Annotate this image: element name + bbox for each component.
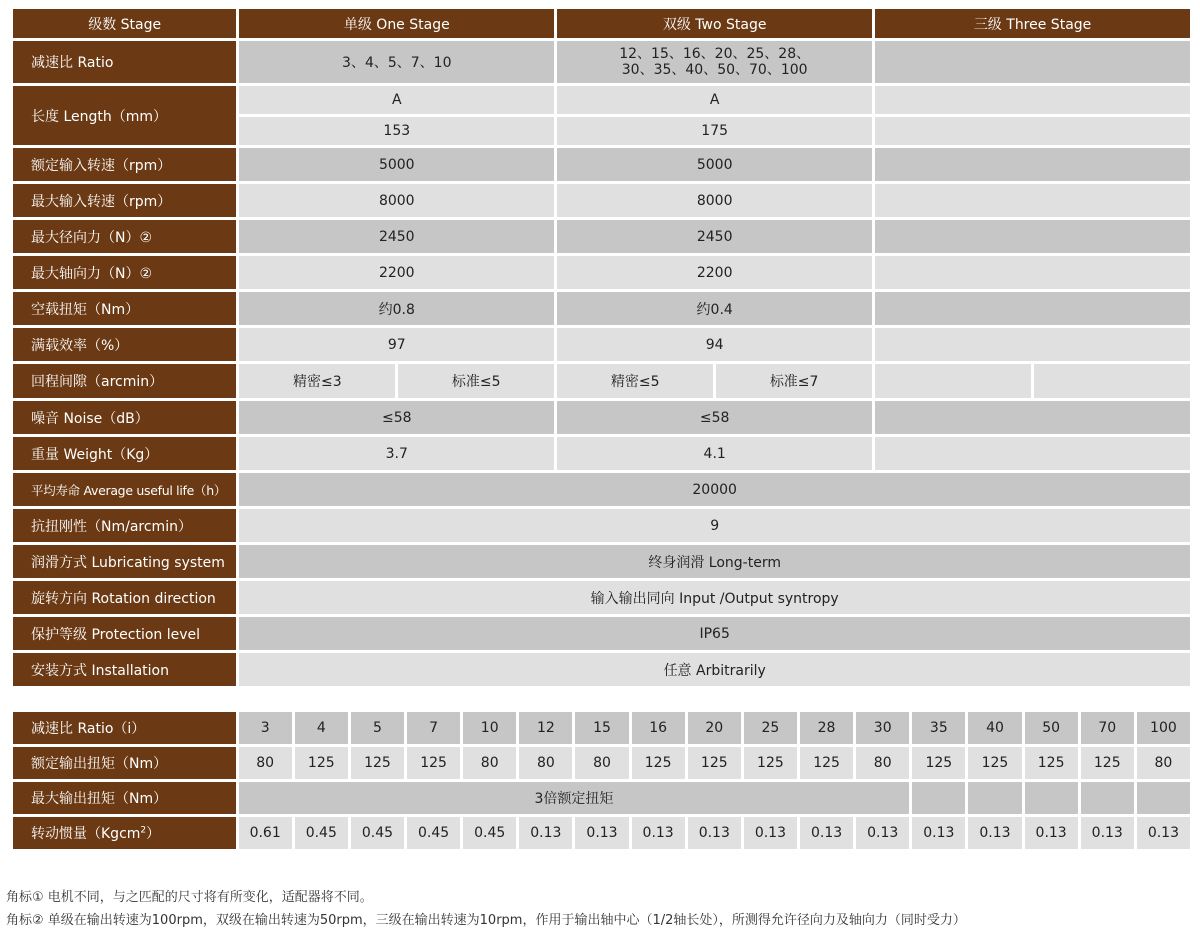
weight-row	[13, 437, 1190, 470]
rated-torque-row	[13, 747, 1190, 779]
ratio-value: 25	[744, 712, 797, 744]
stiffness-row	[13, 509, 1190, 542]
inertia-value: 0.13	[632, 817, 685, 849]
max-torque-empty	[912, 782, 965, 814]
header-row	[13, 9, 1190, 38]
installation-row	[13, 653, 1190, 686]
ratio-value: 10	[463, 712, 516, 744]
axial-force-two: 2200	[557, 256, 872, 289]
backlash-one-precision: 精密≤3	[239, 364, 395, 398]
spec-table	[10, 6, 1193, 689]
ratio-two-line1: 12、15、16、20、25、28、	[619, 46, 811, 62]
max-torque-value: 3倍额定扭矩	[239, 782, 910, 814]
backlash-three-precision	[875, 364, 1031, 398]
torque-value: 125	[407, 747, 460, 779]
inertia-label-sup: 2	[140, 825, 147, 836]
torque-value: 125	[351, 747, 404, 779]
max-speed-three	[875, 184, 1190, 217]
efficiency-three	[875, 328, 1190, 361]
max-speed-label: 最大输入转速（rpm）	[13, 184, 236, 217]
protection-value: IP65	[239, 617, 1190, 650]
inertia-value: 0.13	[1025, 817, 1078, 849]
noload-torque-label: 空载扭矩（Nm）	[13, 292, 236, 325]
length-one-value: 153	[239, 117, 554, 145]
ratio-value: 16	[632, 712, 685, 744]
inertia-row	[13, 817, 1190, 849]
length-two-a: A	[557, 86, 872, 114]
axial-force-three	[875, 256, 1190, 289]
ratio-one: 3、4、5、7、10	[239, 41, 554, 83]
ratio-three	[875, 41, 1190, 83]
ratio-value: 28	[800, 712, 853, 744]
efficiency-two: 94	[557, 328, 872, 361]
ratio-label: 减速比 Ratio	[13, 41, 236, 83]
life-row	[13, 473, 1190, 506]
rotation-row	[13, 581, 1190, 614]
rated-speed-one: 5000	[239, 148, 554, 181]
backlash-one-standard: 标准≤5	[398, 364, 554, 398]
rated-speed-two: 5000	[557, 148, 872, 181]
noise-three	[875, 401, 1190, 434]
radial-force-label: 最大径向力（N）②	[13, 220, 236, 253]
ratio-value: 3	[239, 712, 292, 744]
one-stage-header: 单级 One Stage	[239, 9, 554, 38]
noise-row	[13, 401, 1190, 434]
inertia-value: 0.13	[519, 817, 572, 849]
inertia-value: 0.45	[351, 817, 404, 849]
ratio-value: 70	[1081, 712, 1134, 744]
length-two-value: 175	[557, 117, 872, 145]
efficiency-label: 满载效率（%）	[13, 328, 236, 361]
max-speed-two: 8000	[557, 184, 872, 217]
inertia-value: 0.13	[912, 817, 965, 849]
inertia-value: 0.45	[295, 817, 348, 849]
torque-value: 125	[912, 747, 965, 779]
torque-value: 125	[800, 747, 853, 779]
ratio-value: 20	[688, 712, 741, 744]
weight-one: 3.7	[239, 437, 554, 470]
torque-value: 125	[688, 747, 741, 779]
rotation-label: 旋转方向 Rotation direction	[13, 581, 236, 614]
life-label: 平均寿命 Average useful life（h）	[13, 473, 236, 506]
noise-two: ≤58	[557, 401, 872, 434]
noload-torque-row	[13, 292, 1190, 325]
max-torque-empty	[1137, 782, 1190, 814]
inertia-value: 0.45	[463, 817, 516, 849]
inertia-value: 0.13	[800, 817, 853, 849]
three-stage-header: 三级 Three Stage	[875, 9, 1190, 38]
ratio-i-row	[13, 712, 1190, 744]
axial-force-row	[13, 256, 1190, 289]
max-torque-empty	[1081, 782, 1134, 814]
rated-speed-label: 额定输入转速（rpm）	[13, 148, 236, 181]
radial-force-one: 2450	[239, 220, 554, 253]
rotation-value: 输入输出同向 Input /Output syntropy	[239, 581, 1190, 614]
max-torque-row	[13, 782, 1190, 814]
inertia-value: 0.13	[968, 817, 1021, 849]
stiffness-value: 9	[239, 509, 1190, 542]
weight-two: 4.1	[557, 437, 872, 470]
ratio-i-label: 减速比 Ratio（i）	[13, 712, 236, 744]
footnote-2: 角标② 单级在输出转速为100rpm，双级在输出转速为50rpm，三级在输出转速为10rpm，作用于输出轴中心（1/2轴长处），所测得允许径向力及轴向力（同时受力）	[6, 913, 966, 928]
inertia-label-main: 转动惯量（Kgcm	[31, 826, 141, 842]
ratio-value: 50	[1025, 712, 1078, 744]
max-torque-empty	[968, 782, 1021, 814]
length-label: 长度 Length（mm）	[13, 86, 236, 145]
ratio-torque-table	[10, 709, 1193, 852]
radial-force-three	[875, 220, 1190, 253]
length-row-a	[13, 86, 1190, 114]
backlash-three-standard	[1034, 364, 1190, 398]
torque-value: 80	[856, 747, 909, 779]
backlash-two-precision: 精密≤5	[557, 364, 713, 398]
radial-force-row	[13, 220, 1190, 253]
ratio-value: 100	[1137, 712, 1190, 744]
inertia-value: 0.13	[688, 817, 741, 849]
lubrication-label: 润滑方式 Lubricating system	[13, 545, 236, 578]
life-value: 20000	[239, 473, 1190, 506]
ratio-row	[13, 41, 1190, 83]
max-speed-row	[13, 184, 1190, 217]
inertia-value: 0.13	[744, 817, 797, 849]
efficiency-one: 97	[239, 328, 554, 361]
axial-force-label: 最大轴向力（N）②	[13, 256, 236, 289]
axial-force-one: 2200	[239, 256, 554, 289]
torque-value: 125	[1081, 747, 1134, 779]
ratio-value: 7	[407, 712, 460, 744]
rated-speed-three	[875, 148, 1190, 181]
torque-value: 125	[632, 747, 685, 779]
inertia-value: 0.13	[1137, 817, 1190, 849]
ratio-value: 15	[575, 712, 628, 744]
backlash-row	[13, 364, 1190, 398]
installation-value: 任意 Arbitrarily	[239, 653, 1190, 686]
ratio-value: 40	[968, 712, 1021, 744]
stiffness-label: 抗扭刚性（Nm/arcmin）	[13, 509, 236, 542]
lubrication-row	[13, 545, 1190, 578]
max-torque-empty	[1025, 782, 1078, 814]
ratio-two-line2: 30、35、40、50、70、100	[621, 62, 808, 78]
inertia-label	[13, 817, 236, 849]
length-one-a: A	[239, 86, 554, 114]
ratio-two	[557, 41, 872, 83]
inertia-value: 0.13	[575, 817, 628, 849]
torque-value: 80	[1137, 747, 1190, 779]
noise-one: ≤58	[239, 401, 554, 434]
inertia-value: 0.45	[407, 817, 460, 849]
footnote-1: 角标① 电机不同，与之匹配的尺寸将有所变化，适配器将不同。	[6, 890, 373, 905]
protection-row	[13, 617, 1190, 650]
length-three-value	[875, 117, 1190, 145]
max-torque-label: 最大输出扭矩（Nm）	[13, 782, 236, 814]
torque-value: 125	[744, 747, 797, 779]
torque-value: 80	[463, 747, 516, 779]
ratio-value: 4	[295, 712, 348, 744]
inertia-value: 0.13	[1081, 817, 1134, 849]
torque-value: 125	[968, 747, 1021, 779]
backlash-label: 回程间隙（arcmin）	[13, 364, 236, 398]
weight-three	[875, 437, 1190, 470]
efficiency-row	[13, 328, 1190, 361]
installation-label: 安装方式 Installation	[13, 653, 236, 686]
ratio-value: 5	[351, 712, 404, 744]
noload-torque-two: 约0.4	[557, 292, 872, 325]
ratio-value: 35	[912, 712, 965, 744]
max-speed-one: 8000	[239, 184, 554, 217]
weight-label: 重量 Weight（Kg）	[13, 437, 236, 470]
rated-speed-row	[13, 148, 1190, 181]
torque-value: 80	[575, 747, 628, 779]
torque-value: 80	[519, 747, 572, 779]
noload-torque-three	[875, 292, 1190, 325]
ratio-value: 12	[519, 712, 572, 744]
two-stage-header: 双级 Two Stage	[557, 9, 872, 38]
torque-value: 125	[295, 747, 348, 779]
noload-torque-one: 约0.8	[239, 292, 554, 325]
torque-value: 125	[1025, 747, 1078, 779]
torque-value: 80	[239, 747, 292, 779]
protection-label: 保护等级 Protection level	[13, 617, 236, 650]
stage-header: 级数 Stage	[13, 9, 236, 38]
inertia-label-end: ）	[146, 826, 161, 842]
ratio-value: 30	[856, 712, 909, 744]
backlash-two-standard: 标准≤7	[716, 364, 872, 398]
rated-torque-label: 额定输出扭矩（Nm）	[13, 747, 236, 779]
inertia-value: 0.13	[856, 817, 909, 849]
radial-force-two: 2450	[557, 220, 872, 253]
length-three-a	[875, 86, 1190, 114]
inertia-value: 0.61	[239, 817, 292, 849]
noise-label: 噪音 Noise（dB）	[13, 401, 236, 434]
lubrication-value: 终身润滑 Long-term	[239, 545, 1190, 578]
